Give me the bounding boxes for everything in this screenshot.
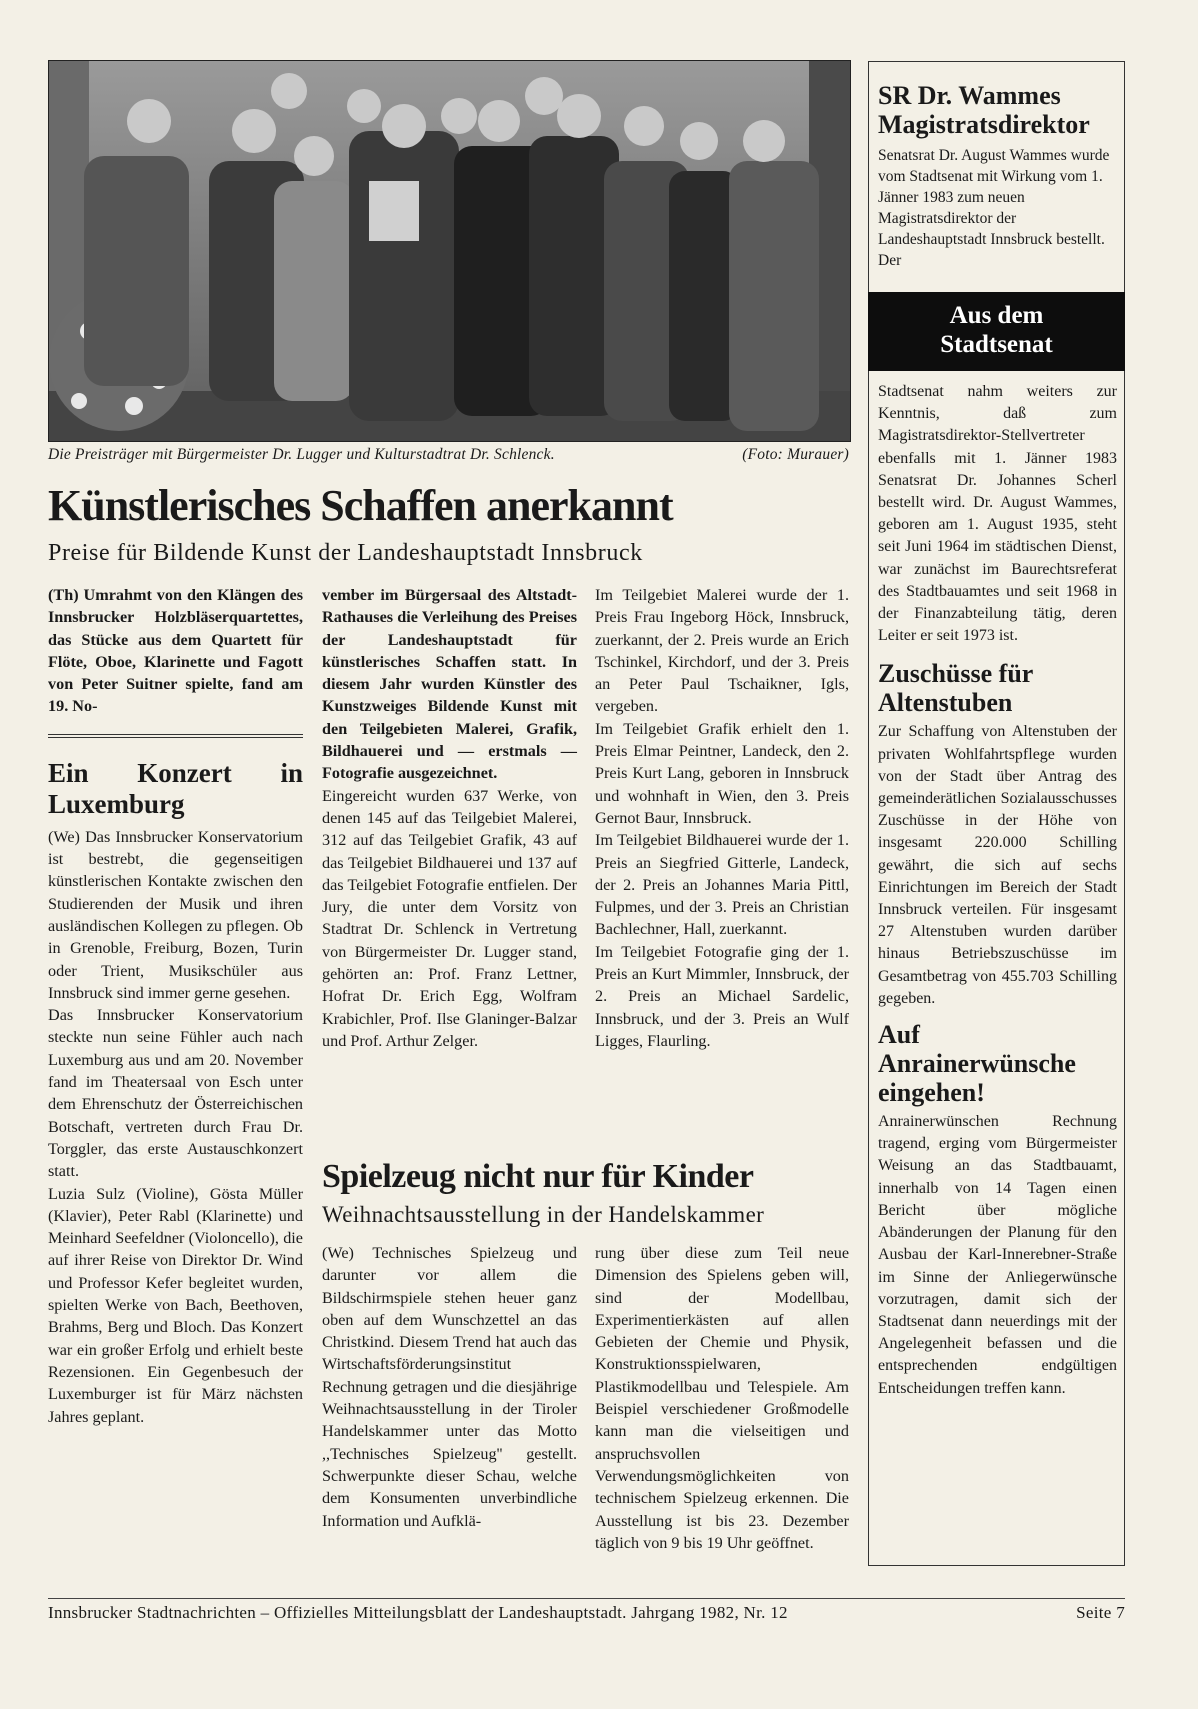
article-column-1: [48, 584, 303, 1428]
caption-text: Die Preisträger mit Bürgermeister Dr. Lugger und Kulturstadtrat Dr. Schlenck.: [48, 446, 555, 463]
prize-fotografie: Im Teilgebiet Fotografie ging der 1. Preis an Kurt Mimmler, Innsbruck, der 2. Preis an Michael Sardelic, Innsbruck, und der 3. Preis an Wulf Ligges, Flaurling.: [595, 942, 849, 1050]
konzert-paragraph-3: Luzia Sulz (Violine), Gösta Müller (Klavier), Peter Rabl (Klarinette) und Meinhard Seefeldner (Violoncello), die auf ihrer Reise von Direktor Dr. Wind und Professor Kefer begleitet wurden, spielten Werke von Bach, Beethoven, Brahms, Berg und Bloch. Das Konzert war ein großer Erfolg und erhielt beste Rezensionen. Ein Gegenbesuch der Luxemburger ist für März nächsten Jahres geplant.: [48, 1184, 303, 1426]
photo-caption: [48, 446, 849, 464]
prize-grafik: Im Teilgebiet Grafik erhielt den 1. Preis Elmar Peintner, Landeck, den 2. Preis Kurt Lang, geboren in Innsbruck und wohnhaft in Wien, den 3. Preis Gernot Baur, Innsbruck.: [595, 719, 849, 827]
group-photo: [48, 60, 851, 442]
section-divider: [48, 734, 303, 738]
sidebar-top: [868, 61, 1125, 292]
article-column-2: [322, 584, 577, 1052]
photo-credit: (Foto: Murauer): [742, 446, 849, 463]
spielzeug-text-2: rung über diese zum Teil neue Dimension des Spielens geben will, sind der Modellbau, Experimentierkästen auf allen Gebieten der Chemie und Physik, Konstruktionsspielwaren, Plastikmodellbau und Telespiele. Am Beispiel verschiedener Großmodelle kann man die vielseitigen und anspruchsvollen Verwendungsmöglichkeiten von technischem Spielzeug erkennen. Die Ausstellung ist bis 23. Dezember täglich von 9 bis 19 Uhr geöffnet.: [595, 1244, 849, 1552]
wammes-paragraph-2: Stadtsenat nahm weiters zur Kenntnis, daß zum Magistratsdirektor-Stellvertreter ebenfalls mit 1. Jänner 1983 Senatsrat Dr. Johannes Scherl bestellt wird. Dr. August Wammes, geboren am 1. August 1935, steht seit Juni 1964 im städtischen Dienst, war zunächst im Baurechtsreferat des Stadtbauamtes und seit 1968 in der Finanzabteilung tätig, deren Leiter er seit 1973 ist.: [878, 383, 1117, 645]
spielzeug-column-1: [322, 1242, 577, 1532]
konzert-paragraph-1: (We) Das Innsbrucker Konservatorium ist bestrebt, die gegenseitigen künstlerischen Kontakte zwischen den Studierenden der Musik und ihren ausländischen Kollegen zu pflegen. Ob in Grenoble, Freiburg, Bozen, Turin oder Trient, Musikschüler aus Innsbruck sind immer gerne gesehen.: [48, 827, 303, 1002]
spielzeug-subhead: Weihnachtsausstellung in der Handelskammer: [322, 1202, 765, 1227]
stadtsenat-box: [868, 292, 1125, 371]
lead-paragraph-2: vember im Bürgersaal des Altstadt-Rathauses die Verleihung des Preises der Landeshauptstadt für künstlerisches Schaffen statt. In diesem Jahr wurden Künstler des Kunstzweiges Bildende Kunst mit den Teilgebieten Malerei, Grafik, Bildhauerei und — erstmals — Fotografie ausgezeichnet.: [322, 586, 577, 783]
prize-malerei: Im Teilgebiet Malerei wurde der 1. Preis Frau Ingeborg Höck, Innsbruck, zuerkannt, der 2. Preis wurde an Erich Tschinkel, Kirchdorf, und der 3. Preis an Peter Paul Tschaikner, Igls, vergeben.: [595, 586, 849, 716]
prize-bildhauerei: Im Teilgebiet Bildhauerei wurde der 1. Preis an Siegfried Gitterle, Landeck, der 2. Preis an Johannes Maria Pittl, Fulpmes, und der 3. Preis an Christian Bachlechner, Hall, zuerkannt.: [595, 831, 849, 939]
altenstuben-paragraph: Zur Schaffung von Altenstuben der privaten Wohlfahrtspflege wurden von der Stadt über Antrag des gemeinderätlichen Sozialausschusses Zuschüsse in der Höhe von insgesamt 220.000 Schilling gewährt, die sich auf sechs Einrichtungen im Bereich der Stadt Innsbruck verteilen. Für insgesamt 27 Altenstuben wurden darüber hinaus Betriebszuschüsse im Gesamtbetrag von 455.703 Schilling gegeben.: [878, 723, 1117, 1007]
spielzeug-column-2: [595, 1242, 849, 1554]
spielzeug-text-1: (We) Technisches Spielzeug und darunter vor allem die Bildschirmspiele stehen heuer ganz oben auf dem Wunschzettel an das Christkind. Diesem Trend hat auch das Wirtschaftsförderungsinstitut Rechnung getragen und die diesjährige Weihnachtsausstellung in der Tiroler Handelskammer unter das Motto ,,Technisches Spielzeug'' gestellt. Schwerpunkte dieser Schau, welche dem Konsumenten unverbindliche Information und Aufklä-: [322, 1244, 577, 1530]
wammes-title: SR Dr. Wammes Magistratsdirektor: [878, 81, 1090, 139]
konzert-title: Ein Konzert in Luxemburg: [48, 757, 303, 819]
footer-text: Innsbrucker Stadtnachrichten – Offizielles Mitteilungsblatt der Landeshauptstadt. Jahrgang 1982, Nr. 12: [48, 1603, 788, 1622]
spielzeug-headline: Spielzeug nicht nur für Kinder: [322, 1158, 754, 1195]
anrainer-title: Auf Anrainerwünsche eingehen!: [878, 1020, 1076, 1108]
article-headline: Künstlerisches Schaffen anerkannt: [48, 481, 673, 530]
page-footer: [48, 1598, 1125, 1623]
page-number: Seite 7: [1076, 1603, 1125, 1622]
anrainer-paragraph: Anrainerwünschen Rechnung tragend, erging vom Bürgermeister Weisung an das Stadtbauamt, innerhalb von 14 Tagen einen Bericht über mögliche Abänderungen der Planung für den Ausbau der Karl-Innerebner-Straße im Sinne der Anliegerwünsche vorzutragen, damit sich der Stadtsenat dann neuerdings mit der Angelegenheit befassen und die entsprechenden endgültigen Entscheidungen treffen kann.: [878, 1113, 1117, 1397]
body-paragraph-entries: Eingereicht wurden 637 Werke, von denen 145 auf das Teilgebiet Malerei, 312 auf das Teilgebiet Grafik, 43 auf das Teilgebiet Bildhauerei und 137 auf das Teilgebiet Fotografie entfielen. Der Jury, die unter dem Vorsitz von Stadtrat Dr. Schlenck in Vertretung von Bürgermeister Dr. Lugger stand, gehörten an: Prof. Franz Lettner, Hofrat Dr. Erich Egg, Wolfram Krabichler, Prof. Ilse Glaninger-Balzar und Prof. Arthur Zelger.: [322, 786, 577, 1050]
lead-paragraph-1: (Th) Umrahmt von den Klängen des Innsbrucker Holzbläserquartettes, das Stücke aus dem Quartett für Flöte, Oboe, Klarinette und Fagott von Peter Suitner spielte, fand am 19. No-: [48, 586, 303, 716]
wammes-paragraph-1: Senatsrat Dr. August Wammes wurde vom Stadtsenat mit Wirkung vom 1. Jänner 1983 zum neuen Magistratsdirektor der Landeshauptstadt Innsbruck bestellt. Der: [878, 147, 1110, 269]
article-column-3: [595, 584, 849, 1052]
article-subhead: Preise für Bildende Kunst der Landeshauptstadt Innsbruck: [48, 540, 643, 566]
konzert-paragraph-2: Das Innsbrucker Konservatorium steckte nun seine Fühler auch nach Luxemburg aus und am 20. November fand im Theatersaal von Esch unter dem Ehrenschutz der Österreichischen Botschaft, vertreten durch Frau Dr. Torggler, das erste Austauschkonzert statt.: [48, 1006, 303, 1181]
altenstuben-title: Zuschüsse für Altenstuben: [878, 659, 1033, 718]
stadtsenat-title: Aus dem Stadtsenat: [940, 302, 1053, 358]
